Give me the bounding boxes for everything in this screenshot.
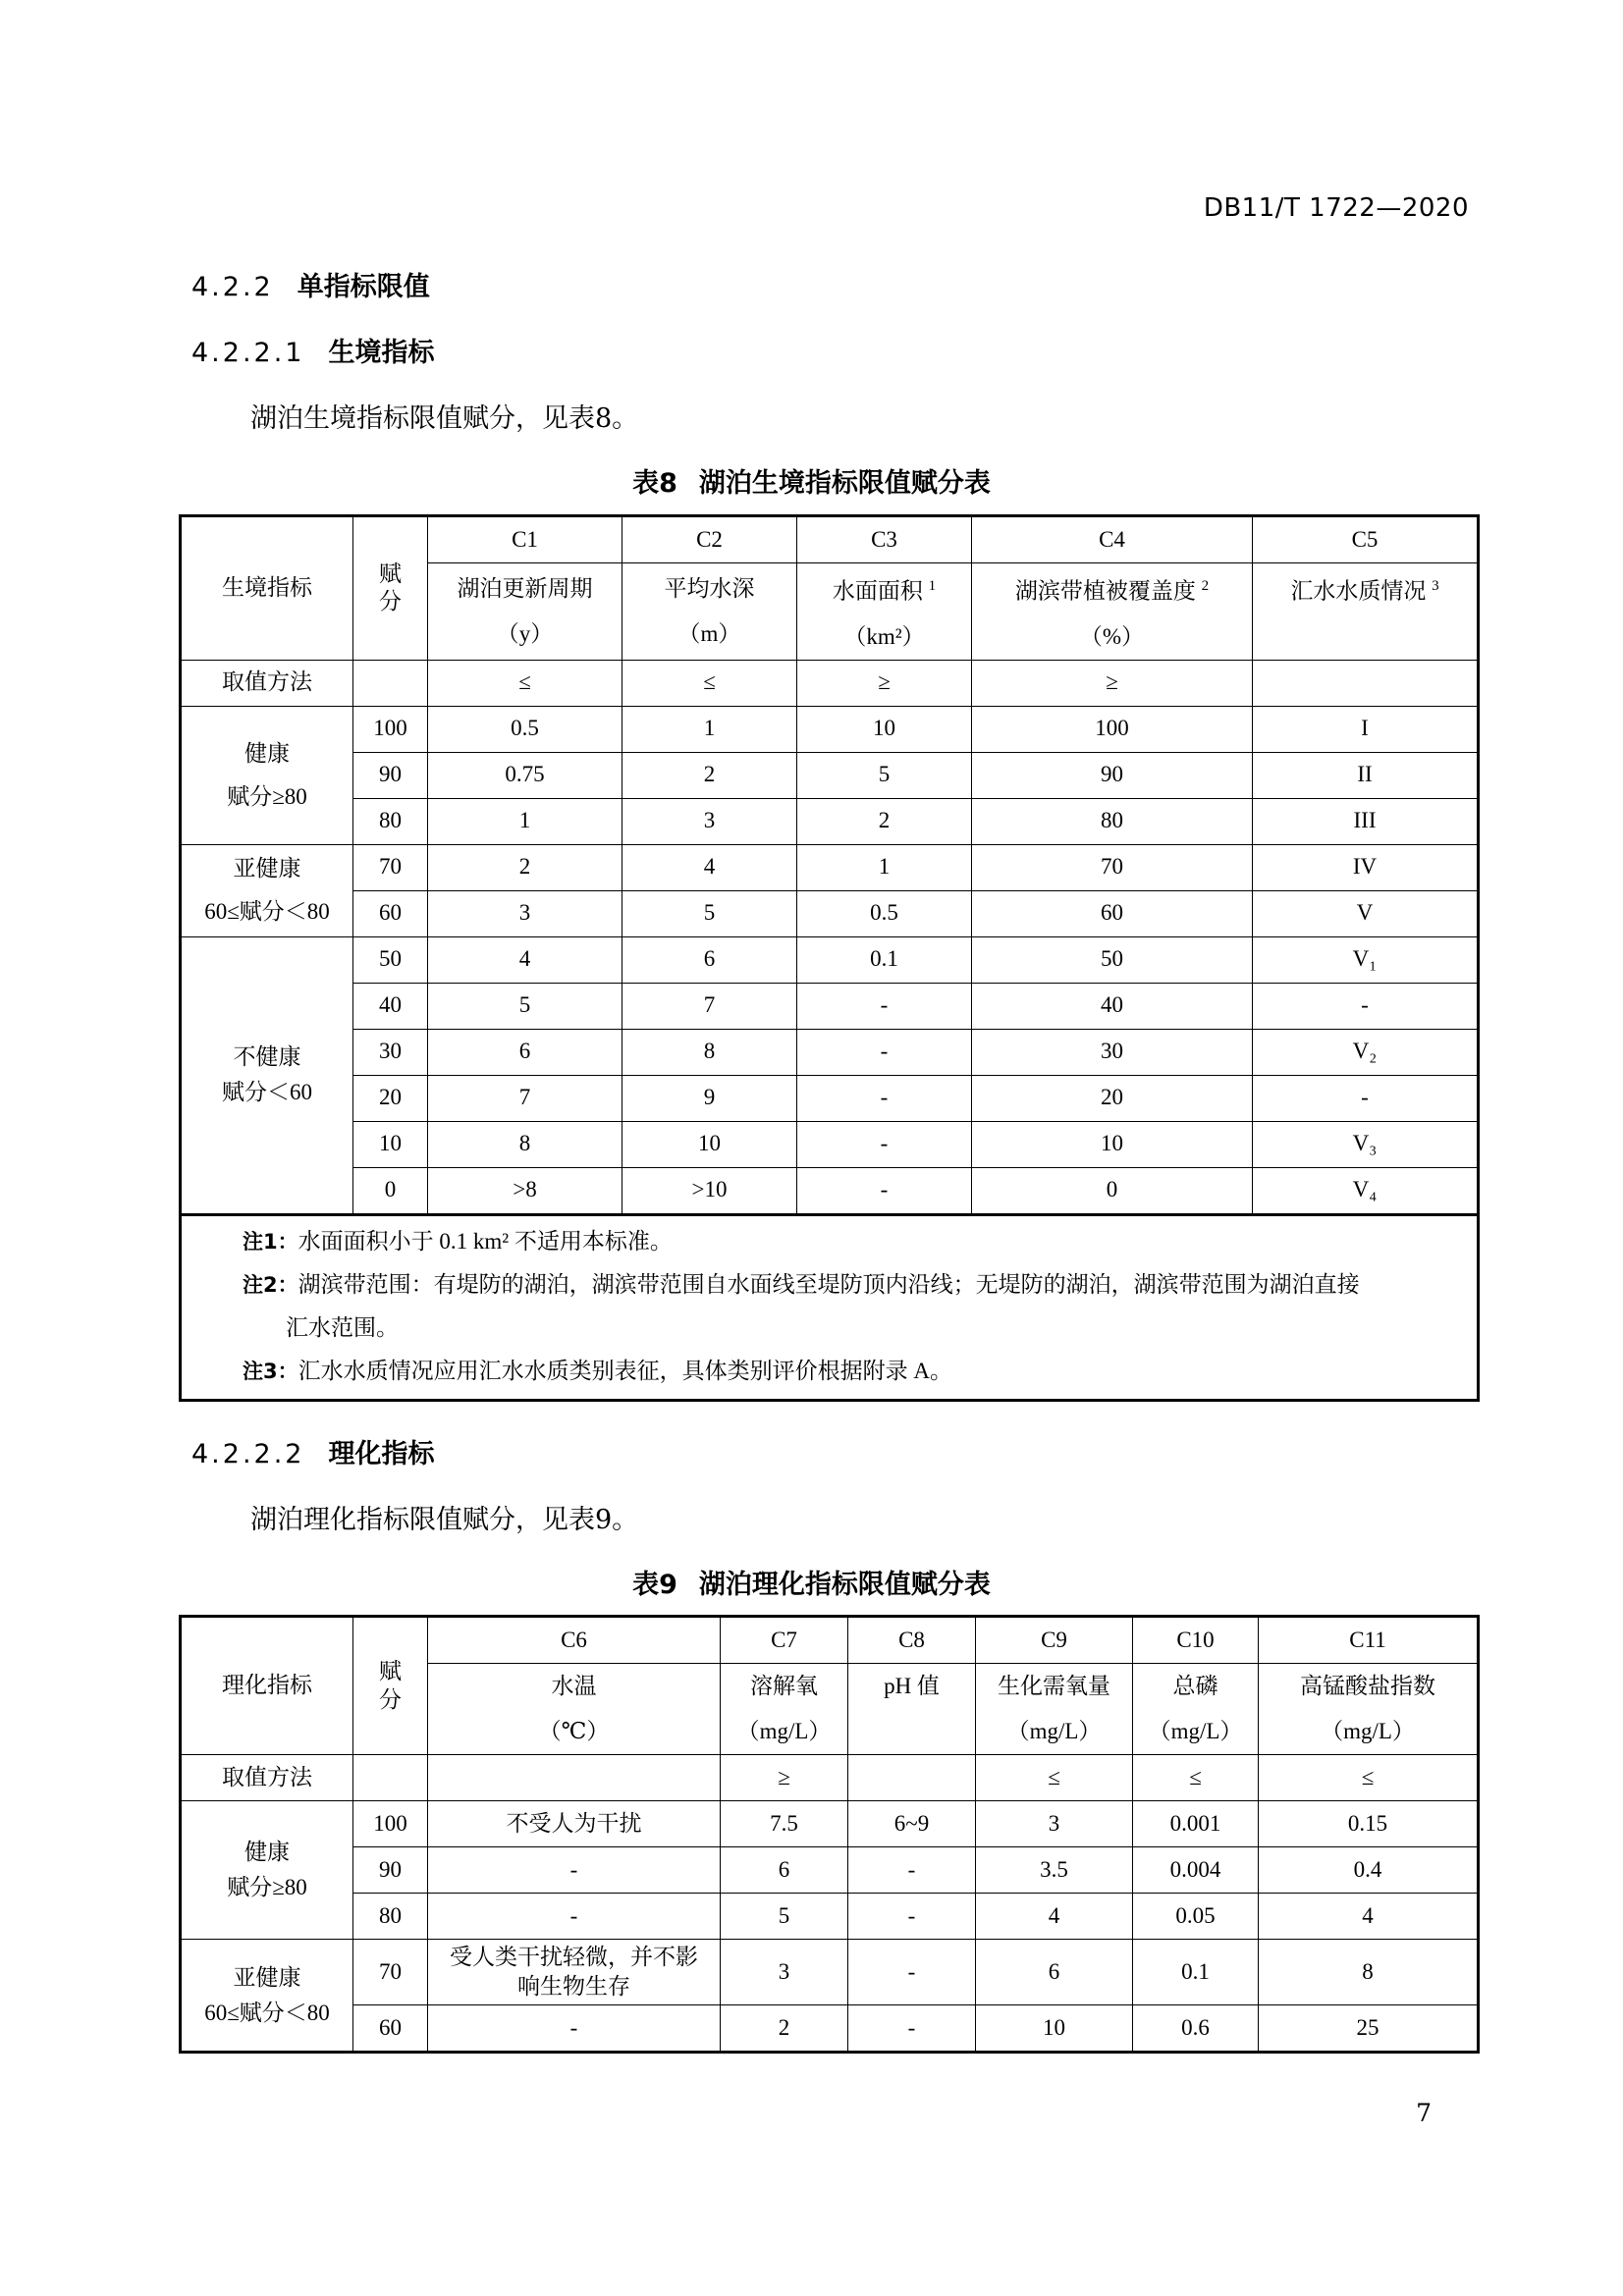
value-cell: V₁ [1253, 936, 1479, 983]
note-3 [243, 1350, 1467, 1393]
score-cell: 100 [353, 706, 428, 752]
method-cell: ≤ [976, 1755, 1133, 1801]
col-header [428, 1664, 721, 1755]
caption-number: 表8 [632, 468, 677, 499]
table-row [181, 752, 1479, 798]
value-cell: 10 [797, 706, 972, 752]
score-cell: 60 [353, 2005, 428, 2053]
value-cell: 10 [622, 1121, 797, 1167]
value-cell: 10 [972, 1121, 1253, 1167]
section-number: 4.2.2 [191, 272, 274, 302]
value-cell: 1 [622, 706, 797, 752]
col-code: C3 [797, 516, 972, 563]
value-cell: 7 [428, 1075, 622, 1121]
value-cell: 30 [972, 1029, 1253, 1075]
group-label [181, 706, 353, 844]
value-cell: 60 [972, 890, 1253, 936]
table8-notes [181, 1214, 1479, 1400]
value-cell: 3 [976, 1801, 1133, 1847]
caption-title: 湖泊理化指标限值赋分表 [698, 1570, 991, 1600]
value-cell: - [797, 1167, 972, 1214]
score-cell: 40 [353, 983, 428, 1029]
group-label-line: 60≤赋分＜80 [204, 2000, 330, 2025]
method-empty [353, 1755, 428, 1801]
col-code: C4 [972, 516, 1253, 563]
group-label-line: 亚健康 [233, 1964, 301, 1990]
method-cell: ≤ [622, 660, 797, 706]
col-code: C1 [428, 516, 622, 563]
score-cell: 50 [353, 936, 428, 983]
value-cell: 100 [972, 706, 1253, 752]
table-row [181, 798, 1479, 844]
group-label-line: 健康 [244, 1840, 290, 1864]
method-empty [353, 660, 428, 706]
method-cell: ≤ [1259, 1755, 1479, 1801]
value-cell: I [1253, 706, 1479, 752]
paragraph-4-2-2-1: 湖泊生境指标限值赋分，见表8。 [250, 403, 639, 434]
value-cell: 20 [972, 1075, 1253, 1121]
table9 [179, 1615, 1480, 2054]
group-label-line: 60≤赋分＜80 [204, 899, 330, 925]
note-label: 注2： [243, 1272, 298, 1297]
score-cell: 70 [353, 1940, 428, 2005]
col-header [1133, 1664, 1259, 1755]
section-heading-4-2-2-1 [191, 331, 434, 369]
score-cell: 20 [353, 1075, 428, 1121]
group-label-line: 赋分≥80 [227, 783, 307, 809]
value-cell: 2 [428, 844, 622, 890]
value-cell: 1 [797, 844, 972, 890]
col-name-line [1253, 563, 1477, 614]
col-unit: （mg/L） [1006, 1719, 1102, 1743]
value-cell: - [848, 1847, 976, 1894]
value-cell: II [1253, 752, 1479, 798]
value-cell: 7.5 [721, 1801, 848, 1847]
col-name: 汇水水质情况 [1290, 578, 1427, 604]
note-1 [243, 1220, 1467, 1263]
table-row [181, 1801, 1479, 1847]
value-cell: 0.15 [1259, 1801, 1479, 1847]
note-2-continued: 汇水范围。 [286, 1314, 399, 1340]
col-header [428, 563, 622, 661]
footnote-ref: 3 [1432, 578, 1439, 594]
section-title: 生境指标 [328, 338, 435, 368]
col-header [848, 1664, 976, 1755]
value-cell: 50 [972, 936, 1253, 983]
col-name: 溶解氧 [750, 1674, 818, 1698]
method-cell: ≥ [972, 660, 1253, 706]
footnote-ref: 2 [1201, 578, 1210, 594]
value-cell: 6 [976, 1940, 1133, 2005]
value-cell: 0.4 [1259, 1847, 1479, 1894]
value-cell: - [1253, 983, 1479, 1029]
score-cell: 80 [353, 798, 428, 844]
value-cell: - [848, 1940, 976, 2005]
group-label-line: 健康 [244, 740, 290, 766]
value-cell: - [797, 1121, 972, 1167]
value-cell: - [848, 2005, 976, 2053]
col-code: C2 [622, 516, 797, 563]
col-name-line [972, 563, 1252, 614]
value-cell: 40 [972, 983, 1253, 1029]
method-cell [428, 1755, 721, 1801]
col-name-line [797, 563, 971, 614]
value-cell: 5 [721, 1894, 848, 1940]
value-cell: - [428, 1894, 721, 1940]
value-cell: - [797, 983, 972, 1029]
table-row [181, 890, 1479, 936]
method-cell: ≤ [428, 660, 622, 706]
table8 [179, 514, 1480, 1402]
method-cell [848, 1755, 976, 1801]
value-cell: 8 [428, 1121, 622, 1167]
table-row [181, 844, 1479, 890]
col-name: 生化需氧量 [998, 1674, 1110, 1698]
col-header [972, 563, 1253, 661]
col-unit: （mg/L） [1148, 1719, 1243, 1743]
value-cell: 3 [428, 890, 622, 936]
col-header [1259, 1664, 1479, 1755]
col-code: C10 [1133, 1617, 1259, 1664]
section-number: 4.2.2.2 [191, 1439, 305, 1469]
score-header-line: 赋 [379, 1658, 402, 1683]
value-cell: 0.1 [1133, 1940, 1259, 2005]
col-name: 水温 [551, 1674, 597, 1698]
value-cell: 1 [428, 798, 622, 844]
table9-caption [0, 1563, 1623, 1601]
score-cell: 0 [353, 1167, 428, 1214]
group-label-line: 亚健康 [233, 856, 301, 881]
score-cell: 90 [353, 1847, 428, 1894]
method-label: 取值方法 [181, 660, 353, 706]
value-cell: - [1253, 1075, 1479, 1121]
value-cell: V₂ [1253, 1029, 1479, 1075]
col-header [622, 563, 797, 661]
group-label-line: 赋分＜60 [222, 1080, 312, 1105]
method-cell: ≥ [721, 1755, 848, 1801]
score-cell: 100 [353, 1801, 428, 1847]
col-unit: （%） [1079, 623, 1145, 649]
value-cell: 8 [622, 1029, 797, 1075]
col-name: 湖滨带植被覆盖度 [1014, 578, 1196, 604]
value-cell: 0.004 [1133, 1847, 1259, 1894]
value-cell: 0.001 [1133, 1801, 1259, 1847]
col-code: C5 [1253, 516, 1479, 563]
group-label-line: 赋分≥80 [227, 1875, 307, 1899]
value-cell: 10 [976, 2005, 1133, 2053]
value-cell: 2 [721, 2005, 848, 2053]
value-cell: 6 [428, 1029, 622, 1075]
table-row [181, 706, 1479, 752]
page-number: 7 [1416, 2099, 1432, 2127]
group-label [181, 844, 353, 936]
value-cell: 4 [428, 936, 622, 983]
note-label: 注3： [243, 1359, 298, 1383]
value-cell: 0.75 [428, 752, 622, 798]
value-cell: 5 [428, 983, 622, 1029]
value-cell: 25 [1259, 2005, 1479, 2053]
col-name: 高锰酸盐指数 [1300, 1674, 1435, 1698]
score-header-line: 分 [379, 589, 402, 614]
score-cell: 10 [353, 1121, 428, 1167]
value-cell: 0.1 [797, 936, 972, 983]
value-cell: V₄ [1253, 1167, 1479, 1214]
document-code: DB11/T 1722—2020 [1203, 193, 1469, 223]
value-cell: IV [1253, 844, 1479, 890]
col-header [721, 1664, 848, 1755]
table-row [181, 2005, 1479, 2053]
method-cell: ≥ [797, 660, 972, 706]
table-row [181, 1121, 1479, 1167]
col-header [797, 563, 972, 661]
value-cell: 5 [622, 890, 797, 936]
section-number: 4.2.2.1 [191, 338, 305, 368]
score-cell: 90 [353, 752, 428, 798]
value-cell: - [848, 1894, 976, 1940]
group-label [181, 936, 353, 1214]
table-row [181, 983, 1479, 1029]
col-unit: （km²） [843, 623, 925, 649]
score-cell: 30 [353, 1029, 428, 1075]
value-cell: - [428, 1847, 721, 1894]
col-code: C11 [1259, 1617, 1479, 1664]
score-cell: 60 [353, 890, 428, 936]
note-text: 水面面积小于 0.1 km² 不适用本标准。 [298, 1228, 673, 1254]
col-unit: （mg/L） [1321, 1719, 1415, 1743]
value-cell: 90 [972, 752, 1253, 798]
table8-caption [0, 461, 1623, 500]
value-cell: 0 [972, 1167, 1253, 1214]
method-cell [1253, 660, 1479, 706]
group-label [181, 1801, 353, 1940]
col-name: 总磷 [1172, 1674, 1218, 1698]
score-header-cell [353, 516, 428, 661]
footnote-ref: 1 [928, 578, 937, 594]
table-row [181, 936, 1479, 983]
score-header-cell [353, 1617, 428, 1755]
col-name: 平均水深 [664, 575, 755, 601]
value-cell: 2 [797, 798, 972, 844]
paragraph-4-2-2-2: 湖泊理化指标限值赋分，见表9。 [250, 1505, 639, 1535]
section-title: 理化指标 [328, 1439, 435, 1469]
value-cell: 0.6 [1133, 2005, 1259, 2053]
method-label: 取值方法 [181, 1755, 353, 1801]
table-row [181, 1167, 1479, 1214]
table-row [181, 1075, 1479, 1121]
value-cell: 3.5 [976, 1847, 1133, 1894]
value-cell: 70 [972, 844, 1253, 890]
value-cell: 4 [1259, 1894, 1479, 1940]
value-cell: III [1253, 798, 1479, 844]
score-header-line: 分 [379, 1686, 402, 1712]
col-unit: （m） [677, 620, 741, 646]
value-cell: 9 [622, 1075, 797, 1121]
score-cell: 80 [353, 1894, 428, 1940]
value-cell: 0.5 [428, 706, 622, 752]
note-2 [243, 1263, 1467, 1307]
value-cell: 7 [622, 983, 797, 1029]
row-header-cell: 理化指标 [181, 1617, 353, 1755]
method-cell: ≤ [1133, 1755, 1259, 1801]
section-heading-4-2-2-2 [191, 1432, 434, 1470]
value-cell: >8 [428, 1167, 622, 1214]
table-row [181, 1847, 1479, 1894]
table-row [181, 1894, 1479, 1940]
value-cell: 8 [1259, 1940, 1479, 2005]
col-code: C9 [976, 1617, 1133, 1664]
col-header [976, 1664, 1133, 1755]
table-row [181, 1029, 1479, 1075]
value-cell: 6 [622, 936, 797, 983]
col-header [1253, 563, 1479, 661]
col-unit: （y） [496, 620, 554, 646]
value-cell: 4 [976, 1894, 1133, 1940]
value-cell: 6 [721, 1847, 848, 1894]
note-text: 汇水水质情况应用汇水水质类别表征，具体类别评价根据附录 A。 [298, 1358, 952, 1383]
value-cell: 0.05 [1133, 1894, 1259, 1940]
value-cell: - [428, 2005, 721, 2053]
value-cell: 受人类干扰轻微，并不影响生物生存 [428, 1940, 721, 2005]
col-unit: （℃） [538, 1719, 610, 1743]
col-name: 水面面积 [832, 578, 923, 604]
table-row [181, 1940, 1479, 2005]
section-heading-4-2-2 [191, 265, 430, 303]
value-cell: 2 [622, 752, 797, 798]
section-title: 单指标限值 [297, 272, 430, 302]
note-label: 注1： [243, 1229, 298, 1254]
value-cell: 80 [972, 798, 1253, 844]
caption-number: 表9 [632, 1570, 677, 1600]
value-cell: V [1253, 890, 1479, 936]
value-cell: 3 [622, 798, 797, 844]
col-code: C7 [721, 1617, 848, 1664]
col-code: C8 [848, 1617, 976, 1664]
col-name: 湖泊更新周期 [457, 575, 593, 601]
row-header-cell: 生境指标 [181, 516, 353, 661]
value-cell: 4 [622, 844, 797, 890]
col-code: C6 [428, 1617, 721, 1664]
col-name: pH 值 [884, 1674, 940, 1698]
group-label-line: 不健康 [233, 1044, 301, 1070]
value-cell: 6~9 [848, 1801, 976, 1847]
value-cell: - [797, 1029, 972, 1075]
value-cell: 5 [797, 752, 972, 798]
note-text: 湖滨带范围：有堤防的湖泊，湖滨带范围自水面线至堤防顶内沿线；无堤防的湖泊，湖滨带范围为湖泊直接 [298, 1271, 1360, 1297]
value-cell: 3 [721, 1940, 848, 2005]
value-cell: >10 [622, 1167, 797, 1214]
caption-title: 湖泊生境指标限值赋分表 [698, 468, 991, 499]
score-cell: 70 [353, 844, 428, 890]
score-header-line: 赋 [379, 561, 402, 586]
value-cell: V₃ [1253, 1121, 1479, 1167]
group-label [181, 1940, 353, 2053]
col-unit: （mg/L） [736, 1719, 832, 1743]
value-cell: 0.5 [797, 890, 972, 936]
value-cell: - [797, 1075, 972, 1121]
value-cell: 不受人为干扰 [428, 1801, 721, 1847]
